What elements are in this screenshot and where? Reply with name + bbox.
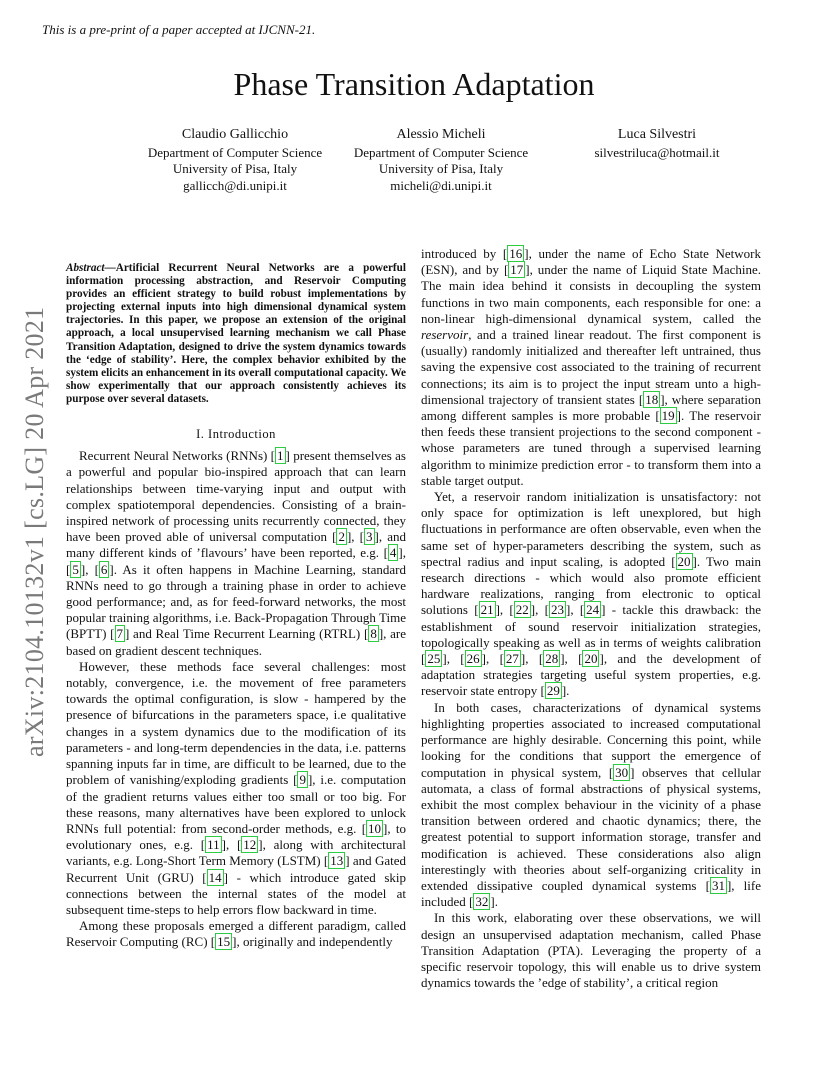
author-email: gallicch@di.unipi.it <box>183 177 287 193</box>
citation-link[interactable]: 25 <box>427 651 441 667</box>
right-column <box>421 246 761 991</box>
paragraph: However, these methods face several challenges: most notably, convergence, i.e. the movement of free parameters towards the optimal configuration, is slow - hampered by the presence of bifurcations in the parameters space, i.e qualitative changes in a system dynamics due to the modification of its parameters - and long-term dependencies in the data, i.e. patterns spanning inputs far in time, are difficult to be learned, due to the problem of vanishing/exploding gradients [ 9 ], i.e. computation of the gradient returns values either too small or too big. For these reasons, many alternatives have been explored to unlock RNNs full potential: from second-order methods, e.g. [ 10 ], to evolutionary ones, e.g. [ 11 ], [ 12 ], along with architectural variants, e.g. Long-Short Term Memory (LSTM) [ 13 ] and Gated Recurrent Unit (GRU) [ 14 ] - which introduce gated skip connections between the internal states of the model at subsequent time-steps to help errors flow backward in time. <box>66 658 407 917</box>
citation-link[interactable]: 29 <box>546 683 560 699</box>
citation-link[interactable]: 9 <box>299 772 306 788</box>
author-name: Luca Silvestri <box>617 127 697 142</box>
author-univ: University of Pisa, Italy <box>172 161 298 176</box>
citation-link[interactable]: 3 <box>366 529 373 545</box>
citation-link[interactable]: 1 <box>277 448 284 464</box>
citation-link[interactable]: 22 <box>515 602 529 618</box>
citation-link[interactable]: 5 <box>72 561 79 577</box>
paragraph: Yet, a reservoir random initialization is unsatisfactory: not only space for optimization is left unexplored, but high fluctuations in performance are often observable, even when the same set of hyper-parameters describing the system, such as spectral radius and input scaling, is adopted [ 20 ]. Two main research directions - which would also promote efficient hardware realizations, ranging from electronic to optical solutions [ 21 ], [ 22 ], [ 23 ], [ 24 ] - tackle this drawback: the establishment of sound reservoir initialization strategies, topologically speaking as well as in terms of weights calibration [ 25 ], [ 26 ], [ 27 ], [ 28 ], [ 20 ], and the development of adaptation strategies targeting useful system properties, e.g. reservoir state entropy [ 29 ]. <box>421 489 762 699</box>
citation-link[interactable]: 26 <box>466 651 480 667</box>
citation-link[interactable]: 11 <box>207 837 220 853</box>
citation-link[interactable]: 4 <box>389 545 397 561</box>
author-block-2 <box>324 127 558 194</box>
citation-link[interactable]: 17 <box>510 262 524 278</box>
author-block-1 <box>118 127 352 194</box>
citation-link[interactable]: 8 <box>370 626 377 642</box>
citation-link[interactable]: 28 <box>545 651 559 667</box>
citation-link[interactable]: 16 <box>509 246 523 261</box>
citation-link[interactable]: 12 <box>243 837 257 853</box>
citation-link[interactable]: 24 <box>586 602 600 618</box>
abstract <box>66 262 406 406</box>
section-heading: I. Introduction <box>196 427 276 442</box>
citation-link[interactable]: 31 <box>711 877 725 893</box>
abstract-text: —Artificial Recurrent Neural Networks are a powerful information processing abstraction, and Reservoir Computing provides an efficient strategy to build robust implementations by projecting external inputs into high dimensional dynamical system trajectories. In this paper, we propose an extension of the original approach, a local unsupervised learning mechanism we call Phase Transition Adaptation, designed to drive the system dynamics towards the ‘edge of stability’. Here, the complex behavior exhibited by the system elicits an enhancement in its overall computational capacity. We show experimentally that our approach consistently achieves its purpose over several datasets. <box>66 262 406 405</box>
left-column <box>66 262 406 951</box>
paragraph: In both cases, characterizations of dynamical systems highlighting properties associated to increased computational performance are highly desirable. Concerning this point, while looking for the conditions that support the emergence of computation in physical system, [ 30 ] observes that cellular automata, a class of formal abstractions of physical systems, exhibit the most complex behaviour in the vicinity of a phase transition between ordered and chaotic dynamics; there, the greatest potential to support information storage, transfer and modification is achieved. These considerations also align interestingly with theories about self-organizing criticality in extended dissipative coupled dynamical systems [ 31 ], life included [ 32 ]. <box>421 699 761 910</box>
citation-link[interactable]: 14 <box>208 869 222 885</box>
paper-title: Phase Transition Adaptation <box>233 66 595 102</box>
citation-link[interactable]: 20 <box>677 553 691 569</box>
citation-link[interactable]: 18 <box>645 391 659 407</box>
citation-link[interactable]: 7 <box>116 626 123 642</box>
author-univ: University of Pisa, Italy <box>378 161 504 176</box>
author-dept: Department of Computer Science <box>353 144 529 160</box>
citation-link[interactable]: 2 <box>338 529 345 545</box>
citation-link[interactable]: 27 <box>505 651 519 667</box>
citation-link[interactable]: 30 <box>615 764 629 780</box>
citation-link[interactable]: 6 <box>100 561 108 577</box>
author-name: Alessio Micheli <box>396 127 486 142</box>
abstract-label: Abstract <box>66 262 105 274</box>
preprint-note: This is a pre-print of a paper accepted at IJCNN-21. <box>42 22 316 37</box>
author-email: silvestriluca@hotmail.it <box>594 144 720 160</box>
citation-link[interactable]: 13 <box>330 853 344 869</box>
citation-link[interactable]: 32 <box>475 894 489 910</box>
paragraph: Among these proposals emerged a different paradigm, called Reservoir Computing (RC) [ 15 ], originally and independently <box>66 918 406 950</box>
arxiv-identifier[interactable]: arXiv:2104.10132v1 [cs.LG] 20 Apr 2021 <box>20 306 49 757</box>
citation-link[interactable]: 20 <box>584 651 598 667</box>
citation-link[interactable]: 19 <box>661 408 675 424</box>
author-block-3 <box>537 127 777 161</box>
author-email: micheli@di.unipi.it <box>390 177 492 193</box>
paragraph: In this work, elaborating over these observations, we will design an unsupervised adaptation mechanism, called Phase Transition Adaptation (PTA). Leveraging the property of a specific reservoir topology, this will enable us to drive system dynamics towards the ’edge of stability’, a critical region <box>421 910 761 991</box>
paragraph: Recurrent Neural Networks (RNNs) [ 1 ] present themselves as a powerful and popular bio-inspired approach that can learn relationships between time-varying input and output with complex spatiotemporal dependencies. Consisting of a brain-inspired network of processing units recurrently connected, they have been proved able of universal computation [ 2 ], [ 3 ], and many different kinds of ’flavours’ have been reported, e.g. [ 4 ], [ 5 ], [ 6 ]. As it often happens in Machine Learning, standard RNNs need to go through a training phase in order to achieve good performance; and, as for feed-forward networks, the most popular training algorithms, i.e. Back-Propagation Through Time (BPTT) [ 7 ] and Real Time Recurrent Learning (RTRL) [ 8 ], are based on gradient descent techniques. <box>66 448 406 658</box>
paragraph: introduced by [ 16 ], under the name of Echo State Network (ESN), and by [ 17 ], under the name of Liquid State Machine. The main idea behind it consists in decoupling the system functions in two main components, each responsible for one: a non-linear high-dimensional dynamical system, called the reservoir, and a trained linear readout. The first component is (usually) randomly initialized and thereafter left untrained, thus saving the expensive cost associated to the training of recurrent connections; its aim is to project the input stream unto a high-dimensional trajectory of transient states [ 18 ], where separation among different samples is more probable [ 19 ]. The reservoir then feeds these transient projections to the second component - whose parameters are tuned through a supervised learning algorithm to minimize prediction error - to transform them into a stable target output. <box>421 246 762 488</box>
citation-link[interactable]: 21 <box>480 602 494 618</box>
citation-link[interactable]: 23 <box>550 602 564 618</box>
author-dept: Department of Computer Science <box>147 144 323 160</box>
citation-link[interactable]: 15 <box>217 934 231 950</box>
citation-link[interactable]: 10 <box>368 820 382 836</box>
author-name: Claudio Gallicchio <box>181 127 289 142</box>
